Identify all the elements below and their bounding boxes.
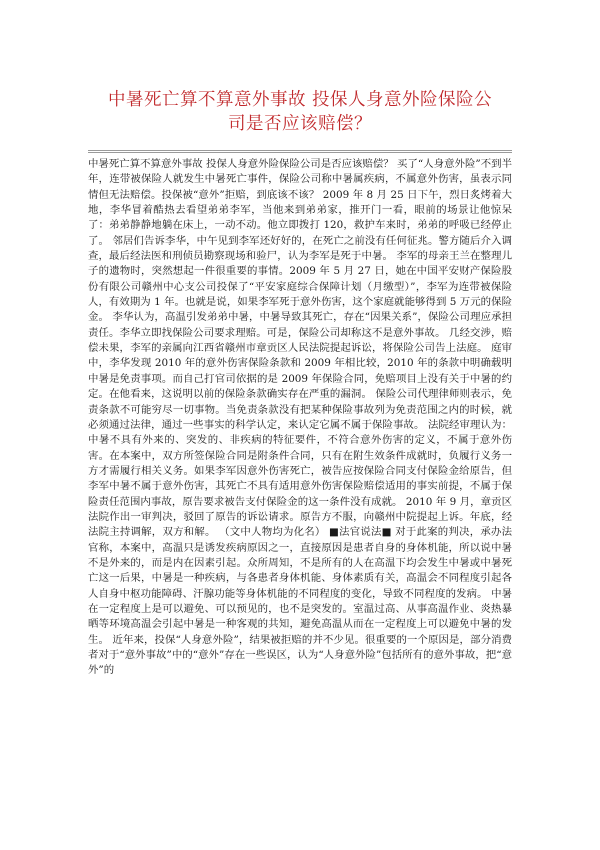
- document-title: [80, 88, 520, 136]
- title-line-2: 司是否应该赔偿？: [228, 114, 372, 134]
- title-divider: [88, 150, 512, 153]
- article-body: 中暑死亡算不算意外事故 投保人身意外险保险公司是否应该赔偿？ 买了“人身意外险”不到半年，连带被保险人就发生中暑死亡事件，保险公司称中暑属疾病，不属意外伤害，虽表示同情但无法赔偿。投保被“意外”拒赔，到底该不该？ 2009 年 8 月 25 日下午，烈日炙烤着大地，李华冒着酷热去看望弟弟李军，当他来到弟弟家，推开门一看，眼前的场景让他惊呆了：弟弟静静地躺在床上，一动不动。他立即拨打 120，救护车来时，弟弟的呼吸已经停止了。 邻居们告诉李华，中午见到李军还好好的，在死亡之前没有任何征兆。警方随后介入调查，最后经法医和刑侦员勘察现场和验尸，认为李军是死于中暑。 李军的母亲王兰在整理儿子的遗物时，突然想起一件很重要的事情。2009 年 5 月 27 日，她在中国平安财产保险股份有限公司赣州中心支公司投保了“平安家庭综合保障计划（月缴型）”，李军为连带被保险人，有效期为 1 年。也就是说，如果李军死于意外伤害，这个家庭就能够得到 5 万元的保险金。 李华认为，高温引发弟弟中暑，中暑导致其死亡，存在“因果关系”，保险公司理应承担责任。李华立即找保险公司要求理赔。可是，保险公司却称这不是意外事故。 几经交涉，赔偿未果，李军的亲属向江西省赣州市章贡区人民法院提起诉讼，将保险公司告上法庭。 庭审中，李华发现 2010 年的意外伤害保险条款和 2009 年相比较，2010 年的条款中明确载明中暑是免责事项。而自己打官司依据的是 2009 年保险合同，免赔项目上没有关于中暑的约定。在他看来，这说明以前的保险条款确实存在严重的漏洞。 保险公司代理律师则表示，免责条款不可能穷尽一切事物。当免责条款没有把某种保险事故列为免责范围之内的时候，就必须通过法律，通过一些事实的科学认定，来认定它属不属于保险事故。 法院经审理认为：中暑不具有外来的、突发的、非疾病的特征要件，不符合意外伤害的定义，不属于意外伤害。在本案中，双方所签保险合同是附条件合同，只有在附生效条件成就时，负履行义务一方才需履行相关义务。如果李军因意外伤害死亡，被告应按保险合同支付保险金给原告，但李军中暑不属于意外伤害，其死亡不具有适用意外伤害保险赔偿适用的事实前提，不属于保险责任范围内事故，原告要求被告支付保险金的这一条件没有成就。 2010 年 9 月，章贡区法院作出一审判决，驳回了原告的诉讼请求。原告方不服，向赣州中院提起上诉。年底，经法院主持调解，双方和解。 （文中人物均为化名） ■法官说法■ 对于此案的判决，承办法官称，本案中，高温只是诱发疾病原因之一，直接原因是患者自身的身体机能，所以说中暑不是外来的，而是内在因素引起。众所周知，不是所有的人在高温下均会发生中暑或中暑死亡这一后果，中暑是一种疾病，与各患者身体机能、身体素质有关，高温会不同程度引起各人自身中枢功能障碍、汗腺功能等身体机能的不同程度的变化，导致不同程度的发病。 中暑在一定程度上是可以避免、可以预见的，也不是突发的。室温过高、从事高温作业、炎热暴晒等环境高温会引起中暑是一种客观的共知，避免高温从而在一定程度上可以避免中暑的发生。 近年来，投保“人身意外险”，结果被拒赔的并不少见。很重要的一个原因是，部分消费者对于“意外事故”中的“意外”存在一些误区，认为“人身意外险”包括所有的意外事故，把“意外”的: [88, 158, 512, 677]
- title-line-1: 中暑死亡算不算意外事故 投保人身意外险保险公: [107, 90, 493, 110]
